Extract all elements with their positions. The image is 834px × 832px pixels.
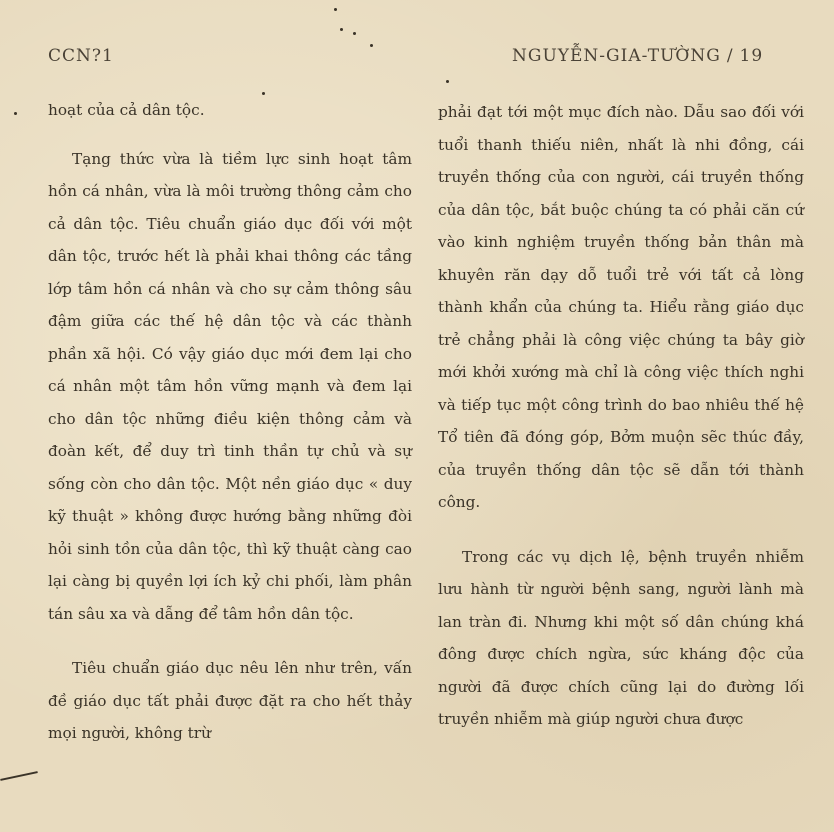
margin-pen-mark xyxy=(0,771,38,781)
paragraph: phải đạt tới một mục đích nào. Dẫu sao đối với tuổi thanh thiếu niên, nhất là nhi đồng, cái truyền thống của con người, cái truyền thống của dân tộc, bắt buộc chúng ta có phải căn cứ vào kinh nghiệm truyền thống bản thân mà khuyên răn dạy dỗ tuổi trẻ với tất cả lòng thành khẩn của chúng ta. Hiểu rằng giáo dục trẻ chẳng phải là công việc chúng ta bây giờ mới khởi xướng mà chỉ là công việc thích nghi và tiếp tục một công trình do bao nhiêu thế hệ Tổ tiên đã đóng góp, Bởm muộn sẽc thúc đầy, của truyền thống dân tộc sẽ dẫn tới thành công. xyxy=(438,103,804,511)
ink-speck xyxy=(262,92,265,95)
running-header-left: CCN?1 xyxy=(48,46,114,66)
right-column xyxy=(438,96,804,736)
page-number: 19 xyxy=(739,46,764,66)
ink-speck xyxy=(353,32,356,35)
running-header-right xyxy=(512,46,763,66)
paragraph: Tạng thức vừa là tiềm lực sinh hoạt tâm hồn cá nhân, vừa là môi trường thông cảm cho cả dân tộc. Tiêu chuẩn giáo dục đối với một dân tộc, trước hết là phải khai thông các tầng lớp tâm hồn cá nhân và cho sự cảm thông sâu đậm giữa các thế hệ dân tộc và các thành phần xã hội. Có vậy giáo dục mới đem lại cho cá nhân một tâm hồn vững mạnh và đem lại cho dân tộc những điều kiện thông cảm và đoàn kết, để duy trì tinh thần tự chủ và sự sống còn cho dân tộc. Một nền giáo dục « duy kỹ thuật » không được hướng bằng những đòi hỏi sinh tồn của dân tộc, thì kỹ thuật càng cao lại càng bị quyền lợi ích kỷ chi phối, làm phân tán sâu xa và dẫng để tâm hồn dân tộc. xyxy=(48,149,412,623)
paragraph: Trong các vụ dịch lệ, bệnh truyền nhiễm lưu hành từ người bệnh sang, người lành mà lan tràn đi. Nhưng khi một số dân chúng khá đông được chích ngừa, sức kháng độc của người đã được chích cũng lại do đường lối truyền nhiễm mà giúp người chưa được xyxy=(438,547,804,728)
header-separator: / xyxy=(726,46,734,66)
ink-speck xyxy=(334,8,337,11)
ink-speck xyxy=(340,28,343,31)
ink-speck xyxy=(370,44,373,47)
ink-speck xyxy=(14,112,17,115)
author-name: NGUYỄN-GIA-TƯỜNG xyxy=(512,46,721,66)
ink-speck xyxy=(446,80,449,83)
left-column xyxy=(48,94,412,750)
paragraph: hoạt của cả dân tộc. xyxy=(48,101,205,119)
paragraph: Tiêu chuẩn giáo dục nêu lên như trên, vấn đề giáo dục tất phải được đặt ra cho hết thảy mọi người, không trừ xyxy=(48,659,412,742)
